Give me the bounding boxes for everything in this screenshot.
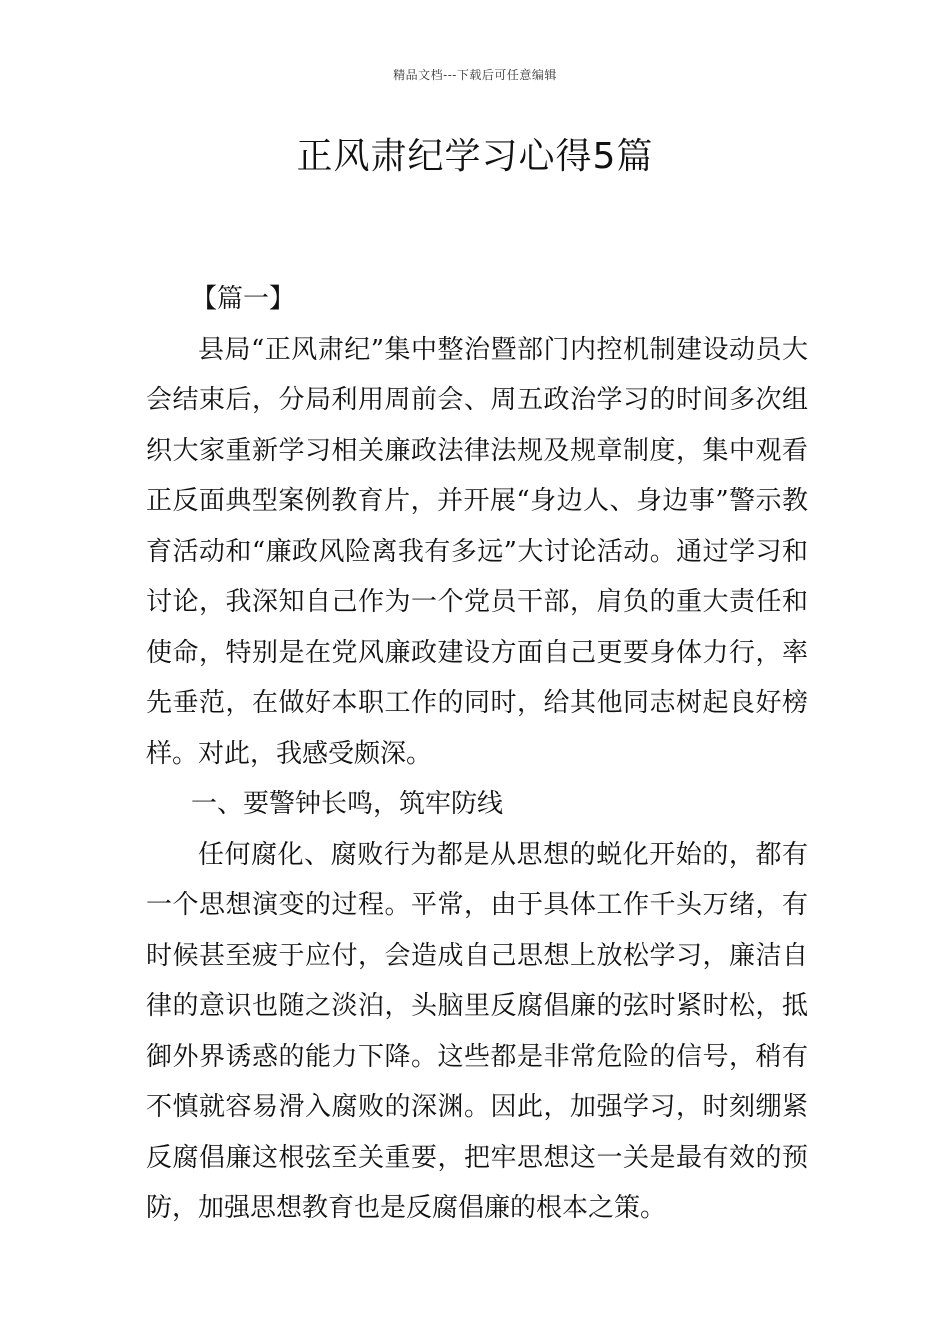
document-title: 正风肃纪学习心得5篇 xyxy=(296,136,654,177)
header-note: 精品文档---下载后可任意编辑 xyxy=(393,68,557,82)
document-body xyxy=(146,274,808,1234)
section-label: 【篇一】 xyxy=(191,284,296,314)
body-paragraph: 县局“正风肃纪”集中整治暨部门内控机制建设动员大会结束后，分局利用周前会、周五政治学习的时间多次组织大家重新学习相关廉政法律法规及规章制度，集中观看正反面典型案例教育片，并开展“身边人、身边事”警示教育活动和“廉政风险离我有多远”大讨论活动。通过学习和讨论，我深知自己作为一个党员干部，肩负的重大责任和使命，特别是在党风廉政建设方面自己更要身体力行，率先垂范，在做好本职工作的同时，给其他同志树起良好榜样。对此，我感受颇深。 xyxy=(146,334,808,769)
body-paragraph: 任何腐化、腐败行为都是从思想的蜕化开始的，都有一个思想演变的过程。平常，由于具体工作千头万绪，有时候甚至疲于应付，会造成自己思想上放松学习，廉洁自律的意识也随之淡泊，头脑里反腐倡廉的弦时紧时松，抵御外界诱惑的能力下降。这些都是非常危险的信号，稍有不慎就容易滑入腐败的深渊。因此，加强学习，时刻绷紧反腐倡廉这根弦至关重要，把牢思想这一关是最有效的预防，加强思想教育也是反腐倡廉的根本之策。 xyxy=(146,839,808,1223)
section-subheading: 一、要警钟长鸣，筑牢防线 xyxy=(191,789,504,819)
